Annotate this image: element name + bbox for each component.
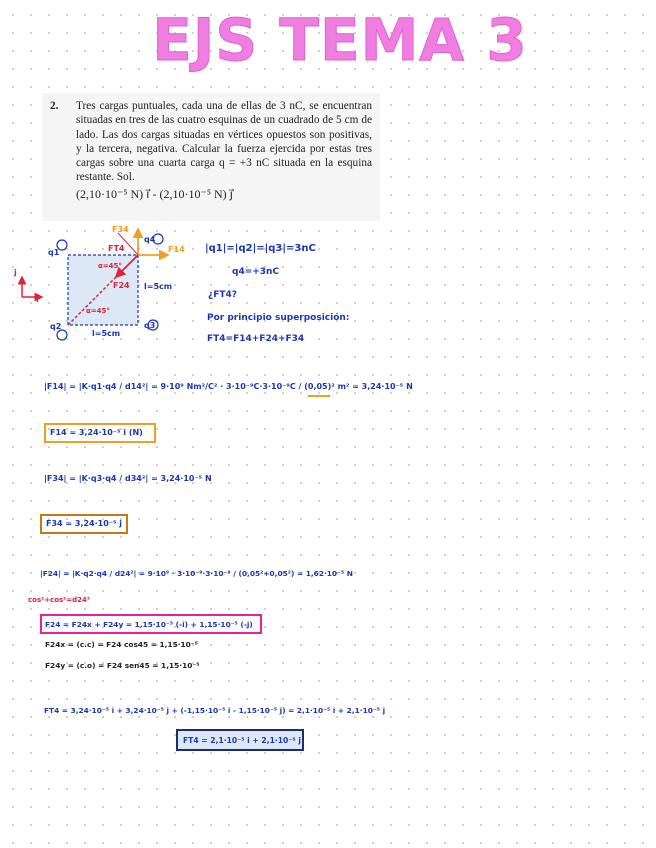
ft4-result-box: [176, 729, 304, 751]
f34-vector-box: [40, 514, 128, 534]
label-angle-bottom: α=45°: [86, 307, 110, 315]
given-principle: Por principio superposición:: [207, 313, 350, 323]
calc-f14-magnitude: |F14| = |K·q1·q4 / d14²| = 9·10⁹ Nm²/C² · 3·10⁻⁹C·3·10⁻⁹C / (0,05)² m² = 3,24·10⁻⁵ N: [44, 382, 413, 391]
calc-f24y: F24y = (c.o) = F24 sen45 = 1,15·10⁻⁵: [45, 661, 200, 670]
given-sum: FT4=F14+F24+F34: [207, 334, 305, 344]
q2-circle: [57, 330, 67, 340]
problem-number: 2.: [50, 100, 59, 112]
calc-f34-magnitude: |F34| = |K·q3·q4 / d34²| = 3,24·10⁻⁵ N: [44, 474, 212, 483]
calc-ft4-sum: FT4 = 3,24·10⁻⁵ i + 3,24·10⁻⁵ j + (-1,15·10⁻⁵ i - 1,15·10⁻⁵ j) = 2,1·10⁻⁵ i + 2,1·10⁻⁵ j: [44, 706, 386, 715]
calc-f34-vector: F34 = 3,24·10⁻⁵ j: [46, 519, 123, 528]
calc-ft4-final: FT4 = 2,1·10⁻⁵ i + 2,1·10⁻⁵ j: [183, 736, 301, 745]
problem-text: Tres cargas puntuales, cada una de ellas de 3 nC, se encuentran situadas en tres de las cuatro esquinas de un cuadrado de 5 cm de lado. Las dos cargas situadas en vértices opuestos son positivas, y la tercera, negativa. Calcular la fuerza ejercida por estas tres cargas sobre una cuarta carga q = +3 nC situada en la esquina restante. Sol.: [76, 100, 372, 184]
label-q3: q3: [144, 321, 156, 330]
label-f34: F34: [112, 225, 129, 234]
label-q2: q2: [50, 322, 62, 331]
calc-f24x: F24x = (c.c) = F24 cos45 = 1,15·10⁻⁵: [45, 640, 198, 649]
f14-result-box: [308, 379, 330, 397]
given-charges: |q1|=|q2|=|q3|=3nC: [205, 243, 316, 254]
label-angle-top: α=45°: [98, 262, 122, 270]
label-f24: F24: [113, 281, 130, 290]
label-axis-i: i: [36, 295, 39, 304]
calc-f24-vector: F24 = F24x + F24y = 1,15·10⁻⁵ (-i) + 1,15·10⁻⁵ (-j): [45, 620, 253, 629]
problem-statement: [42, 93, 380, 221]
given-q4: q4=+3nC: [232, 267, 280, 277]
label-f14: F14: [168, 245, 185, 254]
calc-f14-vector: F14 = 3,24·10⁻⁵ i (N): [50, 428, 143, 437]
problem-solution: (2,10·10⁻⁵ N) i⃗ - (2,10·10⁻⁵ N) j⃗: [76, 186, 234, 201]
page-title: EJS TEMA 3: [152, 6, 528, 74]
label-axis-j: j: [14, 268, 17, 277]
label-q4: q4: [144, 235, 156, 244]
label-side-right: l=5cm: [144, 282, 173, 291]
f14-vector-box: [44, 423, 156, 443]
label-side-bottom: l=5cm: [92, 329, 121, 338]
label-ft4: FT4: [108, 244, 125, 253]
label-q1: q1: [48, 248, 60, 257]
calc-f24-magnitude: |F24| = |K·q2·q4 / d24²| = 9·10⁹ · 3·10⁻⁹·3·10⁻⁹ / (0,05²+0,05²) = 1,62·10⁻⁵ N: [40, 569, 353, 578]
given-question: ¿FT4?: [208, 290, 237, 300]
f24-vector-box: [40, 614, 262, 634]
calc-pythagoras: cos²+cos²=d24²: [28, 596, 90, 604]
